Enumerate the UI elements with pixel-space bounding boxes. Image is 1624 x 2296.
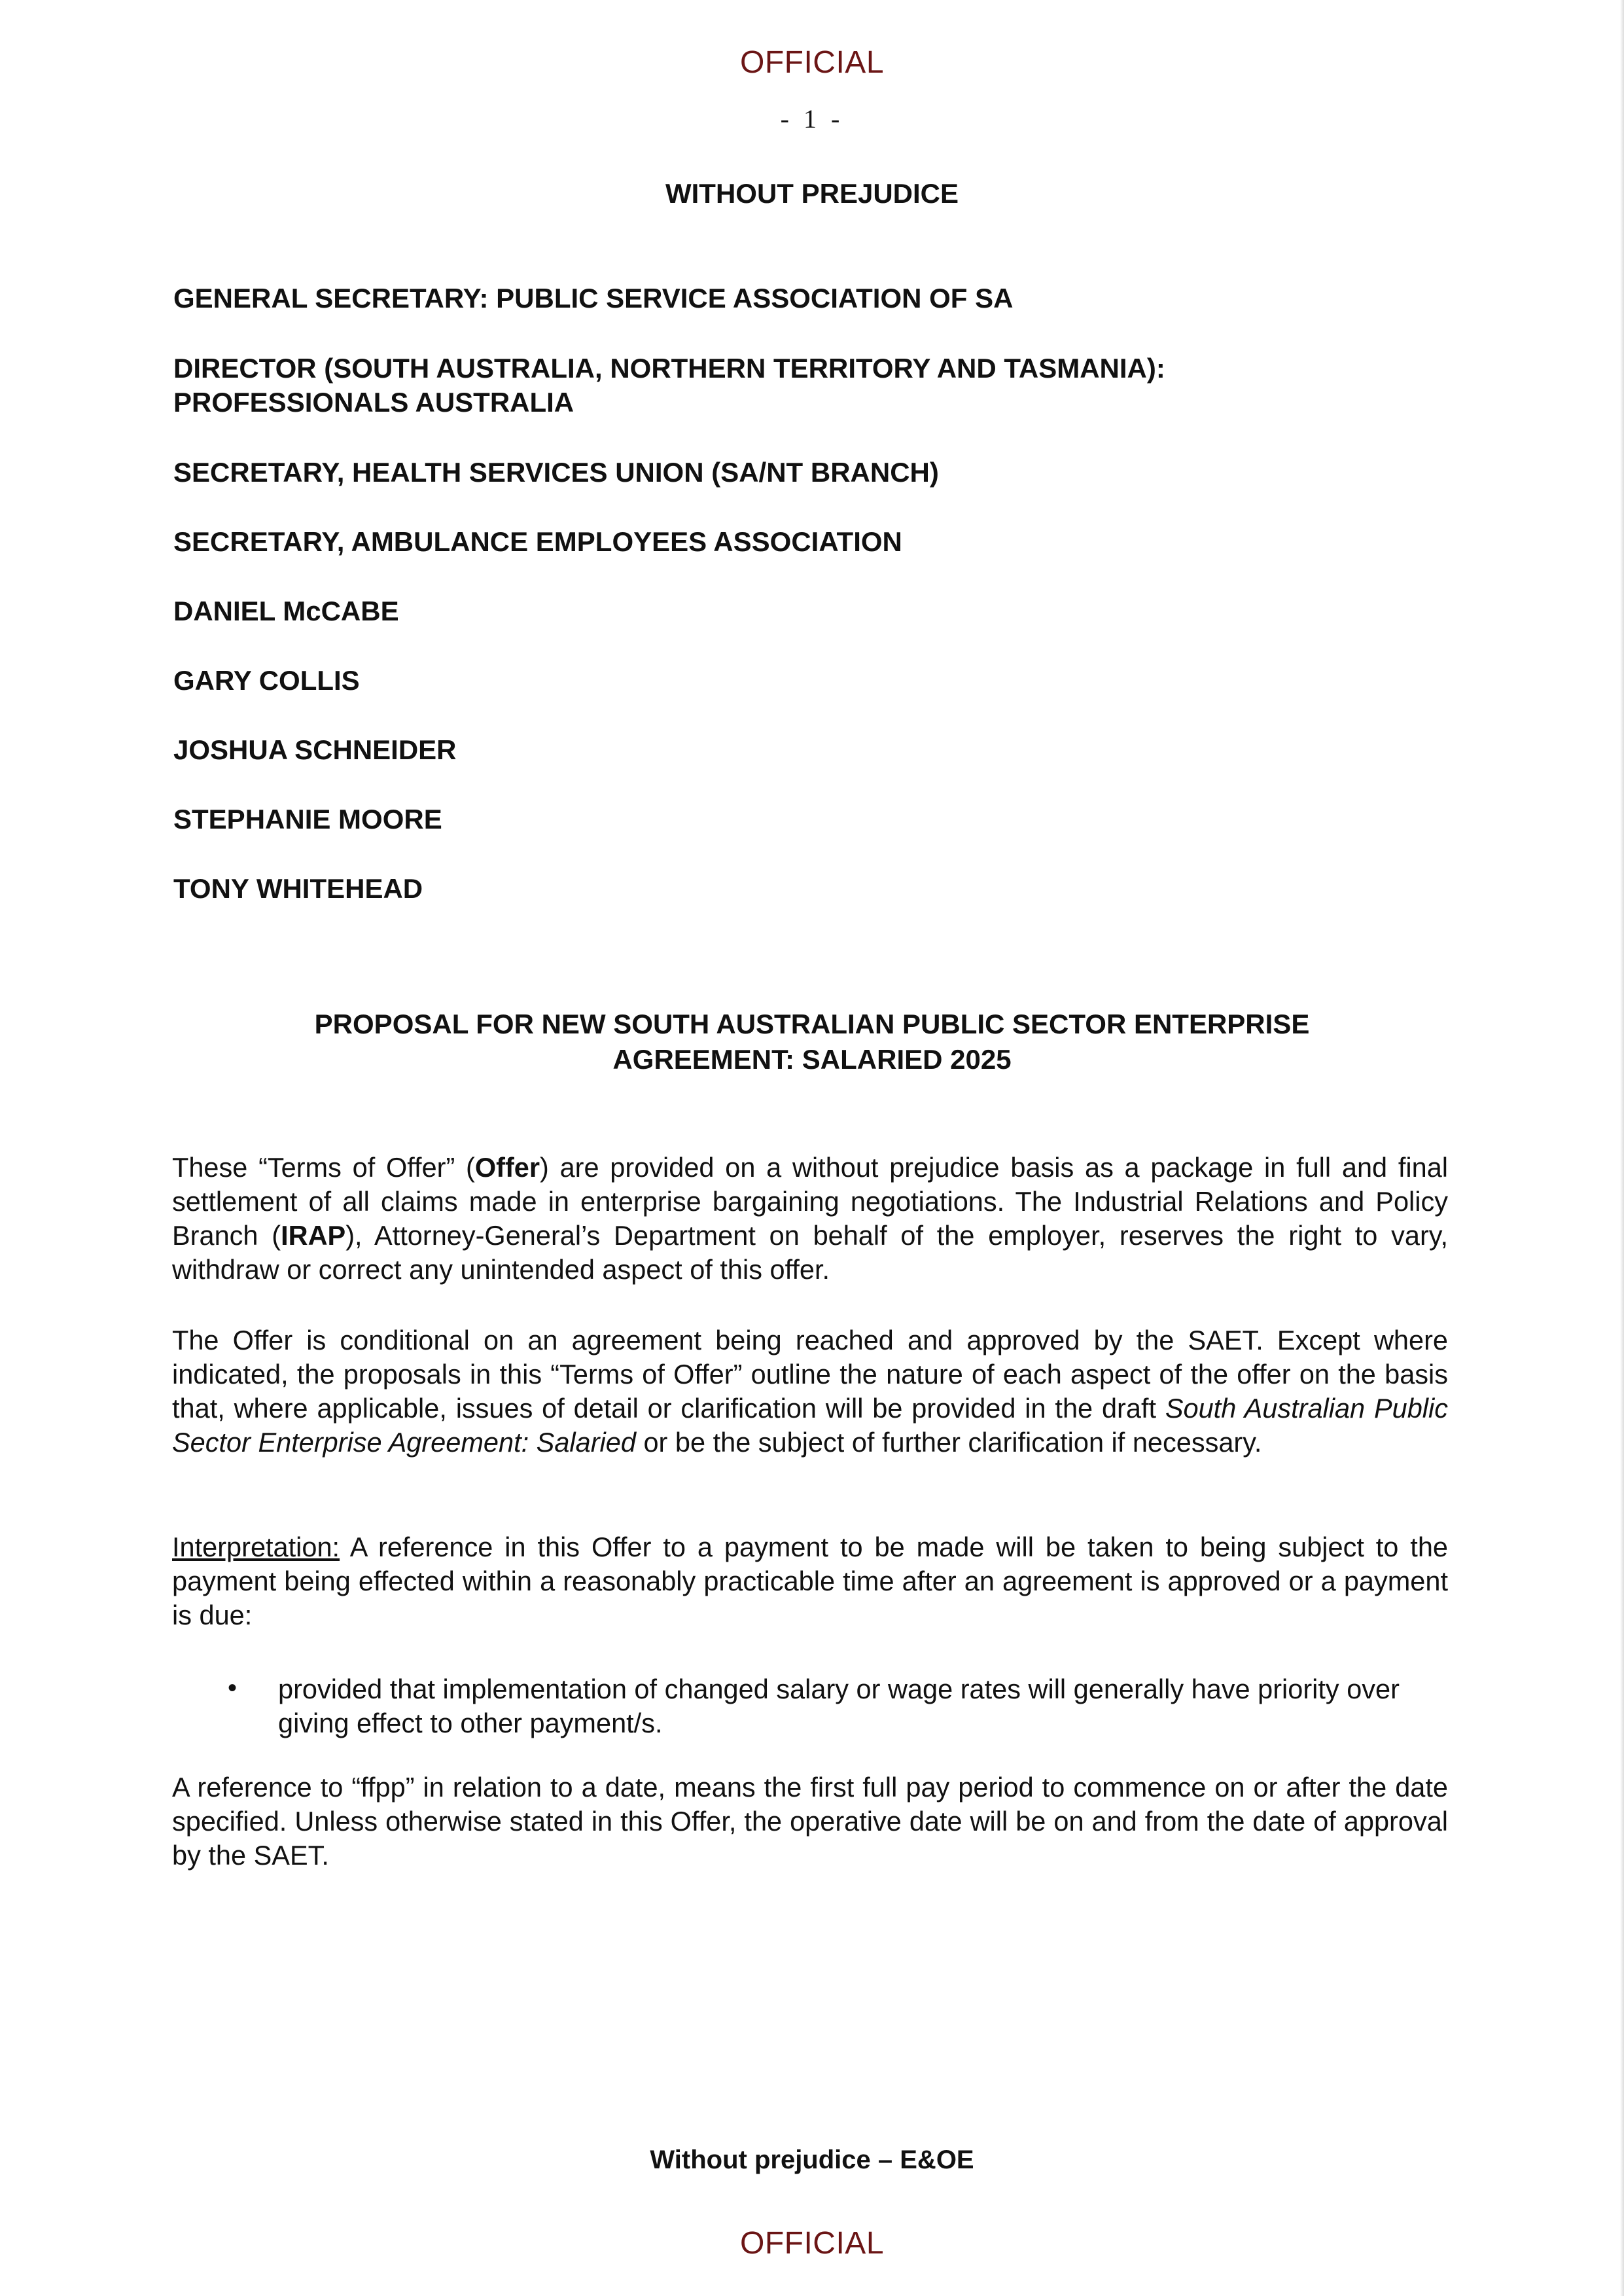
recipient-schneider: JOSHUA SCHNEIDER [173,734,457,765]
para2-text-c: or be the subject of further clarification if necessary. [635,1427,1262,1458]
para1-text-c: ) are provided on a without prejudice basis as a package in full and final settlement of all claims made in enterprise bargaining negotiations. The Industrial Relations and Policy Branch ( [172,1152,1448,1251]
para1-offer-bold: Offer [474,1152,540,1183]
without-prejudice-heading: WITHOUT PREJUDICE [665,178,959,209]
para2-text-a: The Offer is conditional on an agreement being reached and approved by the SAET. Except where indicated, the proposals in this “Terms of Offer” outline the nature of each aspect of the offer on the basis that, where applicable, issues of detail or clarification will be provided in the draft [172,1325,1448,1424]
page-number: - 1 - [780,104,844,134]
title-line-2: AGREEMENT: SALARIED 2025 [612,1044,1012,1075]
recipient-hsu: SECRETARY, HEALTH SERVICES UNION (SA/NT BRANCH) [173,457,939,488]
page-edge-shadow [1620,0,1624,2296]
recipient-aea: SECRETARY, AMBULANCE EMPLOYEES ASSOCIATION [173,526,902,557]
recipient-whitehead: TONY WHITEHEAD [173,873,423,904]
bullet-item: provided that implementation of changed salary or wage rates will generally have priority over giving effect to other payment/s. [278,1674,1400,1738]
document-title [0,1007,1624,1077]
recipient-collis: GARY COLLIS [173,665,360,696]
paragraph-conditional [172,1323,1448,1460]
official-classification-bottom: OFFICIAL [739,2226,885,2261]
footer-without-prejudice: Without prejudice – E&OE [650,2145,974,2174]
recipient-psa: GENERAL SECRETARY: PUBLIC SERVICE ASSOCIATION OF SA [173,283,1014,314]
paragraph-ffpp: A reference to “ffpp” in relation to a date, means the first full pay period to commence on or after the date specified. Unless otherwise stated in this Offer, the operative date will be on and from the date of approval by the SAET. [172,1772,1448,1871]
paragraph-terms-of-offer [172,1151,1448,1287]
title-line-1: PROPOSAL FOR NEW SOUTH AUSTRALIAN PUBLIC SECTOR ENTERPRISE [314,1009,1310,1039]
para1-text-a: These “Terms of Offer” ( [172,1152,475,1183]
para2-agreement-italic: South Australian Public Sector Enterprise Agreement: Salaried [172,1393,1448,1458]
bullet-icon: • [228,1674,238,1702]
recipient-director: DIRECTOR (SOUTH AUSTRALIA, NORTHERN TERRITORY AND TASMANIA): [173,353,1165,384]
recipient-professionals-australia: PROFESSIONALS AUSTRALIA [173,387,574,418]
official-classification-top: OFFICIAL [739,45,885,80]
recipient-mccabe: DANIEL McCABE [173,596,399,626]
paragraph-interpretation [172,1530,1448,1632]
para1-irap-bold: IRAP [281,1220,346,1251]
interpretation-text: A reference in this Offer to a payment to be made will be taken to being subject to the payment being effected within a reasonably practicable time after an agreement is approved or a payment is due: [172,1532,1448,1630]
para1-text-e: ), Attorney-General’s Department on behalf of the employer, reserves the right to vary, withdraw or correct any unintended aspect of this offer. [172,1220,1448,1285]
interpretation-label: Interpretation: [172,1532,340,1562]
recipient-moore: STEPHANIE MOORE [173,804,442,834]
